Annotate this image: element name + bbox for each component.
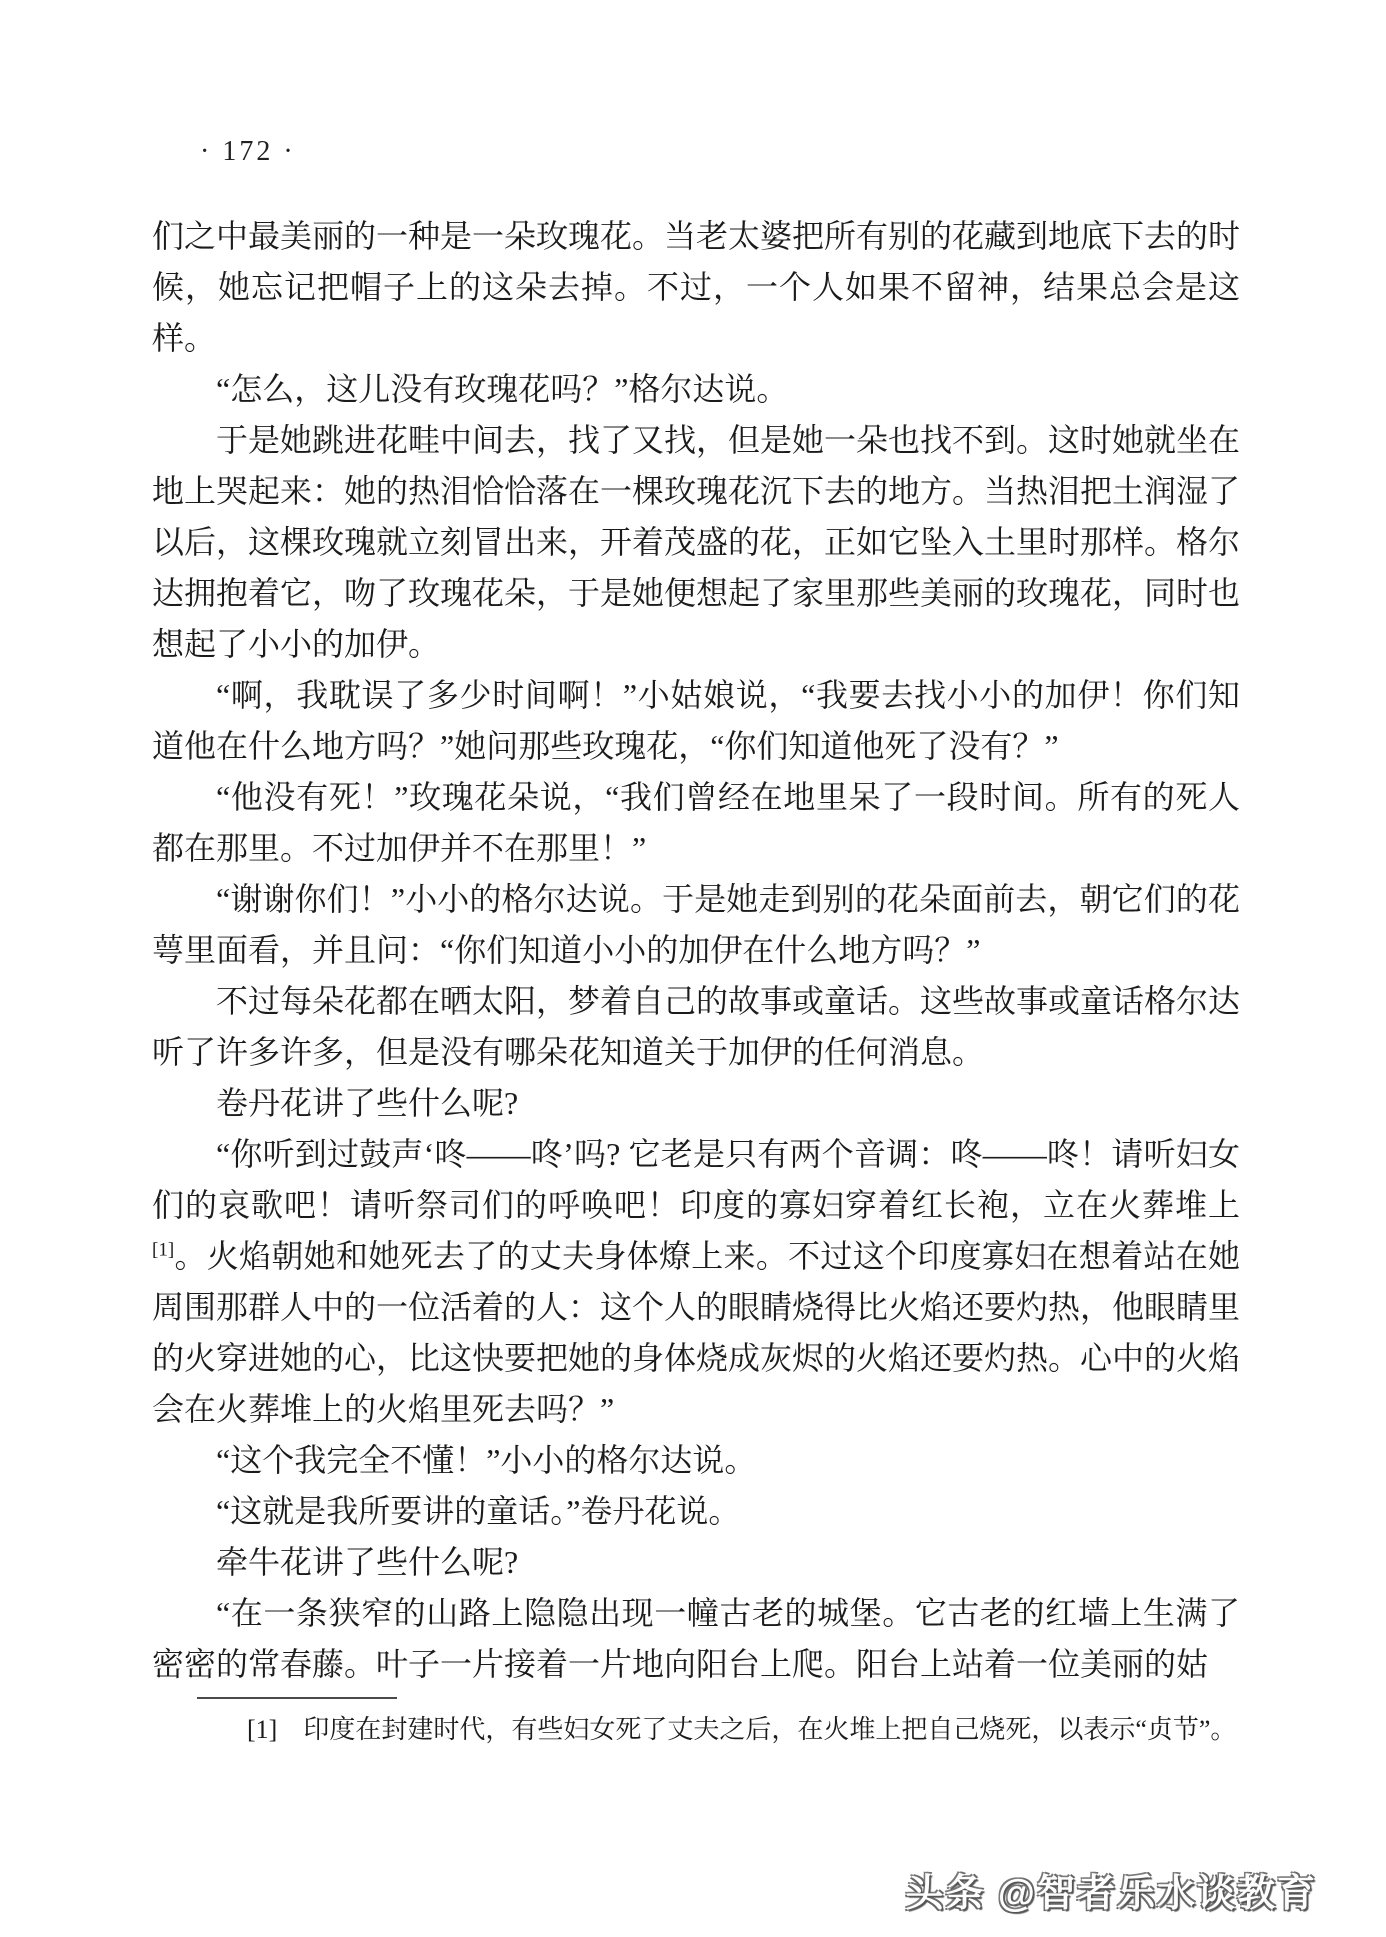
paragraph: 于是她跳进花畦中间去，找了又找，但是她一朵也找不到。这时她就坐在地上哭起来：她的热泪恰恰落在一棵玫瑰花沉下去的地方。当热泪把土润湿了以后，这棵玫瑰就立刻冒出来，开着茂盛的花，正如它坠入土里时那样。格尔达拥抱着它，吻了玫瑰花朵，于是她便想起了家里那些美丽的玫瑰花，同时也想起了小小的加伊。 [152, 422, 1241, 662]
paragraph: “这个我完全不懂！”小小的格尔达说。 [216, 1442, 757, 1478]
paragraph: 们之中最美丽的一种是一朵玫瑰花。当老太婆把所有别的花藏到地底下去的时候，她忘记把帽子上的这朵去掉。不过，一个人如果不留神，结果总会是这样。 [152, 218, 1241, 356]
paragraph: “怎么，这儿没有玫瑰花吗？”格尔达说。 [216, 371, 789, 407]
footnote-text: 印度在封建时代，有些妇女死了丈夫之后，在火堆上把自己烧死，以表示“贞节”。 [303, 1715, 1237, 1744]
footnote-marker: [1] [247, 1715, 278, 1744]
paragraph-text: “你听到过鼓声‘咚——咚’吗? 它老是只有两个音调：咚——咚！请听妇女们的哀歌吧！请听祭司们的呼唤吧！印度的寡妇穿着红长袍，立在火葬堆上 [152, 1136, 1240, 1223]
page-number: · 172 · [200, 136, 296, 167]
watermark: 头条 @智者乐水谈教育 [905, 1873, 1317, 1915]
body-text [152, 211, 1240, 1690]
paragraph-with-footnote-ref [152, 1129, 1240, 1435]
paragraph: “这就是我所要讲的童话。”卷丹花说。 [216, 1493, 741, 1529]
paragraph: “在一条狭窄的山路上隐隐出现一幢古老的城堡。它古老的红墙上生满了密密的常春藤。叶子一片接着一片地向阳台上爬。阳台上站着一位美丽的姑 [152, 1595, 1240, 1682]
paragraph: 卷丹花讲了些什么呢? [216, 1085, 519, 1121]
paragraph-text: 。火焰朝她和她死去了的丈夫身体燎上来。不过这个印度寡妇在想着站在她周围那群人中的一位活着的人：这个人的眼睛烧得比火焰还要灼热，他眼睛里的火穿进她的心，比这快要把她的身体烧成灰烬的火焰还要灼热。心中的火焰会在火葬堆上的火焰里死去吗？” [152, 1238, 1241, 1427]
paragraph: 不过每朵花都在晒太阳，梦着自己的故事或童话。这些故事或童话格尔达听了许多许多，但是没有哪朵花知道关于加伊的任何消息。 [152, 983, 1241, 1070]
footnote-reference: [1] [152, 1239, 175, 1261]
footnote-divider [197, 1697, 397, 1699]
paragraph: “他没有死！”玫瑰花朵说，“我们曾经在地里呆了一段时间。所有的死人都在那里。不过加伊并不在那里！” [152, 779, 1240, 866]
paragraph: “啊，我耽误了多少时间啊！”小姑娘说，“我要去找小小的加伊！你们知道他在什么地方吗？”她问那些玫瑰花，“你们知道他死了没有？” [152, 677, 1240, 764]
paragraph: “谢谢你们！”小小的格尔达说。于是她走到别的花朵面前去，朝它们的花萼里面看，并且问：“你们知道小小的加伊在什么地方吗？” [152, 881, 1240, 968]
paragraph: 牵牛花讲了些什么呢? [216, 1544, 519, 1580]
footnote [247, 1712, 1247, 1748]
